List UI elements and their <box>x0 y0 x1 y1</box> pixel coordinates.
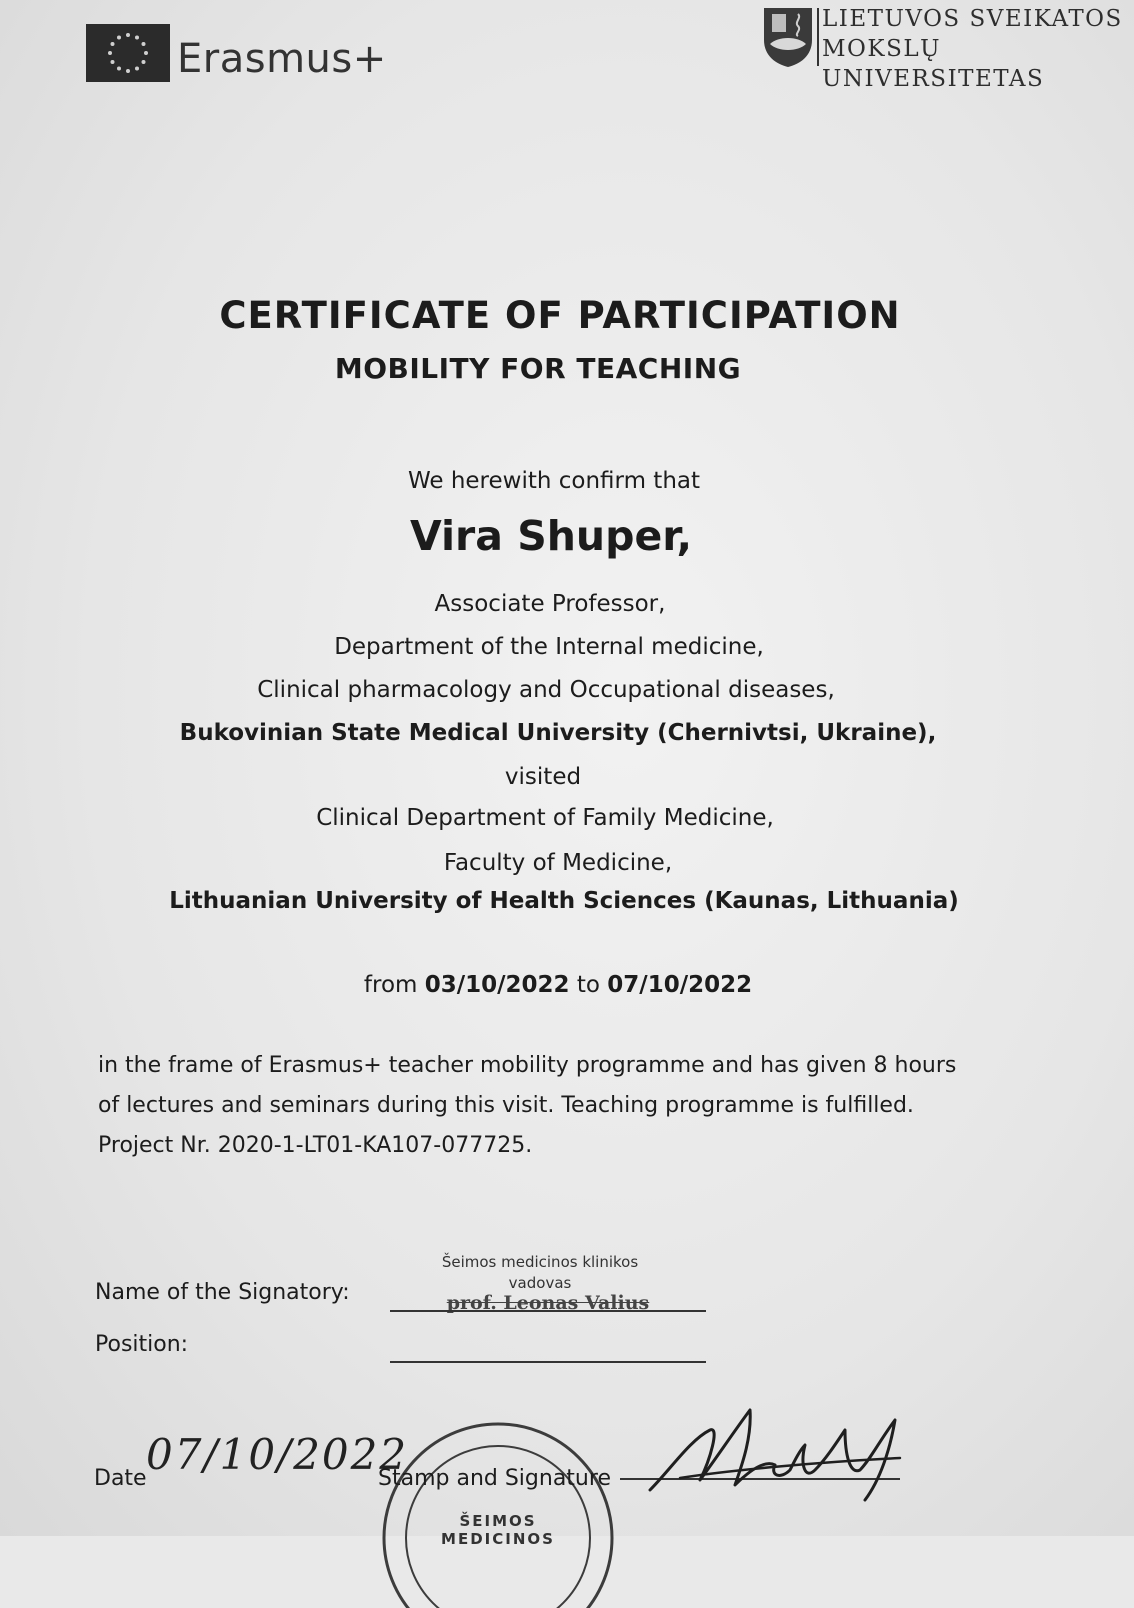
signatory-stamp-line-1: Šeimos medicinos klinikos <box>441 1253 639 1271</box>
eu-flag-icon <box>86 24 170 82</box>
confirm-text: We herewith confirm that <box>407 468 701 494</box>
period-to-label: to <box>576 972 600 998</box>
signatory-name-label: Name of the Signatory: <box>95 1280 350 1305</box>
position-line <box>390 1361 706 1363</box>
body-line-2: of lectures and seminars during this visit. Teaching programme is fulfilled. <box>98 1093 914 1118</box>
handwritten-date: 07/10/2022 <box>146 1430 409 1479</box>
university-logo-line-1: LIETUVOS SVEIKATOS <box>822 6 1123 32</box>
body-line-3: Project Nr. 2020-1-LT01-KA107-077725. <box>98 1133 533 1158</box>
host-university: Lithuanian University of Health Sciences (Kaunas, Lithuania) <box>169 888 959 914</box>
stamp-signature-label: Stamp and Signature <box>378 1466 611 1491</box>
certificate-title: CERTIFICATE OF PARTICIPATION <box>219 294 901 337</box>
signatory-name-value: prof. Leonas Valius <box>446 1292 650 1314</box>
certificate-subtitle: MOBILITY FOR TEACHING <box>334 352 742 385</box>
period-from-label: from <box>363 972 418 998</box>
signatory-name-line <box>390 1310 706 1312</box>
host-department: Clinical Department of Family Medicine, <box>316 805 774 831</box>
body-line-1: in the frame of Erasmus+ teacher mobility programme and has given 8 hours <box>98 1053 957 1078</box>
round-stamp-text: ŠEIMOS MEDICINOS <box>441 1512 555 1548</box>
university-logo-text <box>822 4 1134 94</box>
participant-position: Associate Professor, <box>434 591 666 617</box>
period-from-date: 03/10/2022 <box>424 972 570 998</box>
period-to-date: 07/10/2022 <box>607 972 753 998</box>
logo-separator <box>817 8 819 66</box>
body-paragraph <box>98 1046 1018 1166</box>
position-label: Position: <box>95 1332 189 1357</box>
date-label: Date <box>94 1466 147 1491</box>
participant-department-1: Department of the Internal medicine, <box>334 634 764 660</box>
signatory-stamp-line-2: vadovas <box>508 1274 572 1292</box>
participant-name: Vira Shuper, <box>409 512 693 560</box>
home-university: Bukovinian State Medical University (Chernivtsi, Ukraine), <box>179 720 937 746</box>
erasmus-logo-text: Erasmus+ <box>177 36 387 82</box>
university-shield-icon <box>762 6 814 68</box>
visited-text: visited <box>504 764 582 790</box>
participant-department-2: Clinical pharmacology and Occupational diseases, <box>257 677 835 703</box>
host-faculty: Faculty of Medicine, <box>443 850 673 876</box>
handwritten-signature <box>640 1400 920 1510</box>
mobility-period <box>0 972 1125 998</box>
university-logo-line-2: MOKSLŲ UNIVERSITETAS <box>822 36 1045 92</box>
